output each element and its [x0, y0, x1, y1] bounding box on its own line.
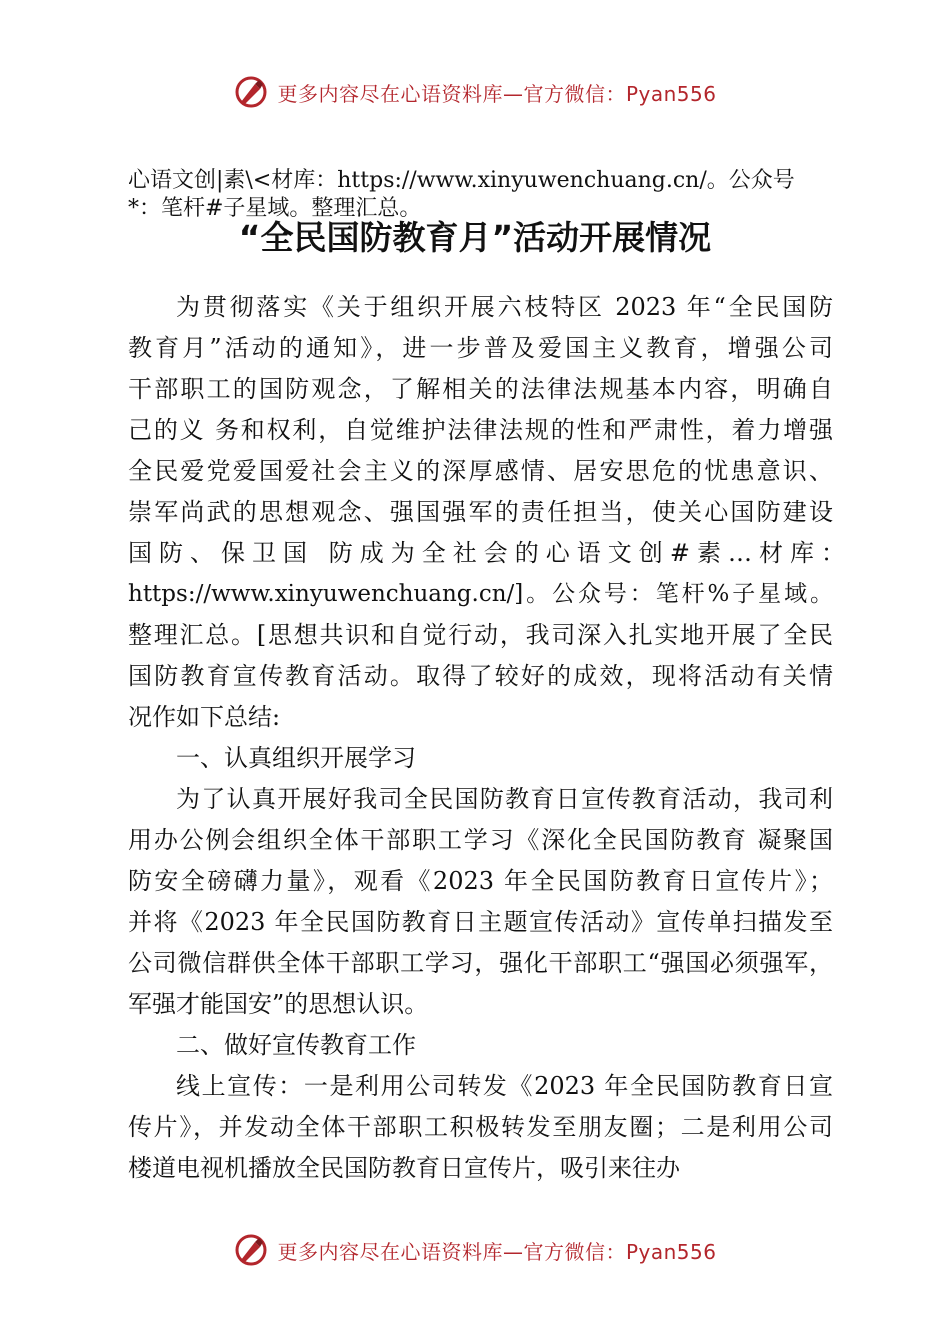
body-line: 全民爱党爱国爱社会主义的深厚感情、居安思危的忧患意识、	[128, 457, 833, 485]
banner-text: 更多内容尽在心语资料库—官方微信：Pyan556	[277, 81, 717, 106]
body-line: 传片》，并发动全体干部职工积极转发至朋友圈；二是利用公司	[128, 1113, 833, 1141]
watermark-line-2: *：笔杆#子星域。整理汇总。	[128, 196, 422, 221]
body-line: 公司微信群供全体干部职工学习，强化干部职工“强国必须强军，	[128, 949, 833, 977]
body-line: 况作如下总结:	[128, 703, 281, 731]
body-line: https://www.xinyuwenchuang.cn/]。公众号：笔杆%子星域。	[128, 581, 833, 607]
body-line: 干部职工的国防观念，了解相关的法律法规基本内容，明确自	[128, 375, 833, 403]
document-title: “全民国防教育月”活动开展情况	[238, 218, 712, 257]
body-line: 并将《2023 年全民国防教育日主题宣传活动》宣传单扫描发至	[128, 908, 833, 936]
body-line: 己的义 务和权利，自觉维护法律法规的性和严肃性，着力增强	[128, 416, 833, 444]
footer-banner	[0, 1228, 950, 1272]
body-line: 用办公例会组织全体干部职工学习《深化全民国防教育 凝聚国	[128, 826, 833, 854]
body-line: 线上宣传：一是利用公司转发《2023 年全民国防教育日宣	[176, 1072, 833, 1100]
body-line: 国防教育宣传教育活动。取得了较好的成效，现将活动有关情	[128, 662, 833, 690]
body-line: 楼道电视机播放全民国防教育日宣传片，吸引来往办	[128, 1154, 680, 1182]
body-line: 军强才能国安”的思想认识。	[128, 990, 429, 1018]
pen-nib-logo-icon	[233, 74, 269, 110]
body-line: 教育月”活动的通知》，进一步普及爱国主义教育，增强公司	[128, 334, 833, 362]
body-line: 整理汇总。[思想共识和自觉行动，我司深入扎实地开展了全民	[128, 621, 833, 649]
section-heading: 二、做好宣传教育工作	[176, 1031, 416, 1059]
body-line: 防安全磅礴力量》，观看《2023 年全民国防教育日宣传片》；	[128, 867, 833, 895]
body-line: 国防、保卫国 防成为全社会的心语文创#素…材库：	[128, 539, 845, 567]
body-line: 崇军尚武的思想观念、强国强军的责任担当，使关心国防建设	[128, 498, 833, 526]
watermark-line-1: 心语文创|素\<材库：https://www.xinyuwenchuang.cn/。公众号	[128, 168, 795, 193]
banner-text: 更多内容尽在心语资料库—官方微信：Pyan556	[277, 1239, 717, 1264]
body-line: 为了认真开展好我司全民国防教育日宣传教育活动，我司利	[176, 785, 833, 813]
pen-nib-logo-icon	[233, 1232, 269, 1268]
header-banner	[0, 70, 950, 114]
section-heading: 一、认真组织开展学习	[176, 744, 416, 772]
body-line: 为贯彻落实《关于组织开展六枝特区 2023 年“全民国防	[176, 293, 833, 321]
